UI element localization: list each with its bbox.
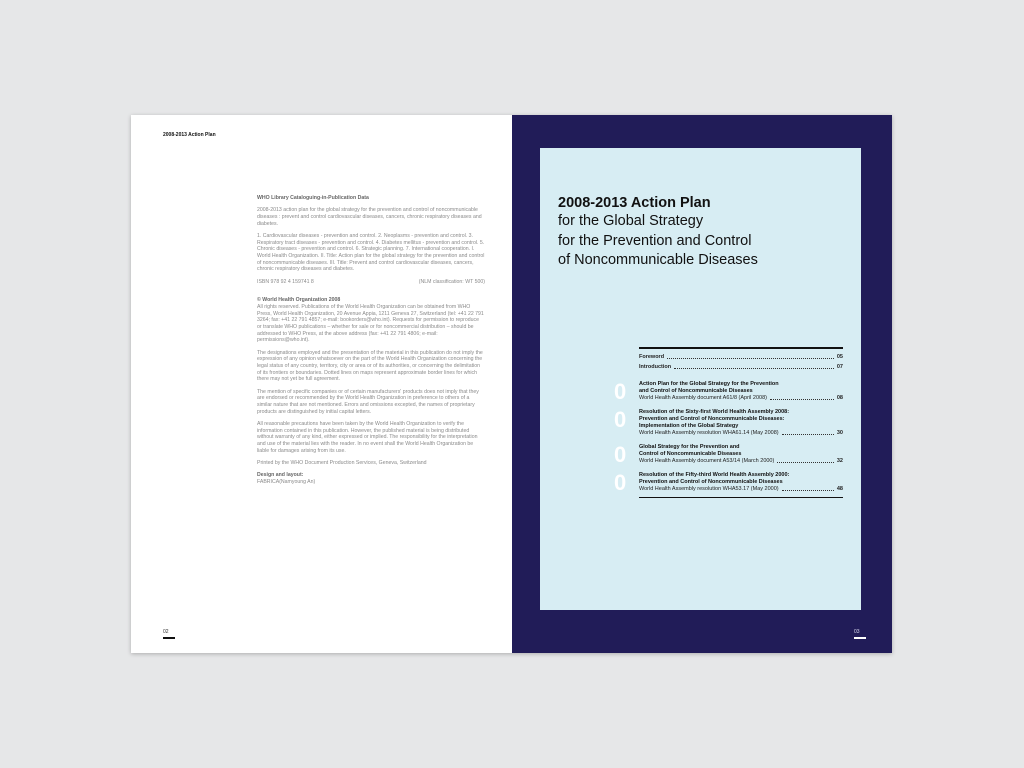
title-line-3: for the Prevention and Control xyxy=(558,232,752,249)
imprint-page-text xyxy=(257,195,485,491)
toc-entry-2[interactable]: 0 Resolution of the Sixty-first World Health Assembly 2008: Prevention and Control of Noncommunicable Diseases: Implementation of the Global Strategy World Health Assembly resolution WHA61.14 (May 2008) 30 xyxy=(614,407,843,436)
isbn-row xyxy=(257,279,485,286)
printed-by: Printed by the WHO Document Production Services, Geneva, Switzerland xyxy=(257,460,427,466)
section-number-marker: 0 xyxy=(614,470,627,495)
toc-foreword[interactable]: Foreword 05 xyxy=(639,354,843,360)
companies-text: The mention of specific companies or of certain manufacturers' products does not imply that they are endorsed or recommended by the World Health Organization in preference to others of a similar nature that are not mentioned. Errors and omissions excepted, the names of proprietary products are distinguished by initial capital letters. xyxy=(257,388,479,415)
isbn: ISBN 978 92 4 159741 8 xyxy=(257,278,314,285)
dot-leader xyxy=(667,358,834,359)
section-number-marker: 0 xyxy=(614,442,627,467)
dot-leader xyxy=(777,462,834,463)
toc-entry-1[interactable]: 0 Action Plan for the Global Strategy for the Prevention and Control of Noncommunicable Diseases World Health Assembly document A61/8 (April 2008) 08 xyxy=(614,379,843,404)
design-title: Design and layout: xyxy=(257,472,304,479)
cip-title: WHO Library Cataloguing-in-Publication Data xyxy=(257,195,369,201)
toc-bottom-rule xyxy=(639,497,843,498)
nlm-classification: (NLM classification: WT 500) xyxy=(418,278,485,285)
section-number-marker: 0 xyxy=(614,407,627,432)
designations-text: The designations employed and the presentation of the material in this publication do not imply the expression of any opinion whatsoever on the part of the World Health Organization concerning the legal status of any country, territory, city or area or of its authorities, or concerning the delimitation of its frontiers or boundaries. Dotted lines on maps represent approximate border lines for which there may not yet be full agreement. xyxy=(257,349,483,383)
running-head: 2008-2013 Action Plan xyxy=(163,132,216,138)
design-credit: FABRICA(Namyoung An) xyxy=(257,478,316,485)
table-of-contents xyxy=(614,347,843,498)
toc-top-rule xyxy=(639,347,843,349)
book-spread xyxy=(131,115,892,653)
left-page xyxy=(131,115,512,653)
toc-introduction[interactable]: Introduction 07 xyxy=(639,364,843,370)
title-line-2: for the Global Strategy xyxy=(558,213,704,229)
copyright-text: All rights reserved. Publications of the World Health Organization can be obtained from WHO Press, World Health Organization, 20 Avenue Appia, 1211 Geneva 27, Switzerland (tel: +41 22 791 3264; fax: +41 22 791 4857; e-mail: bookorders@who.int). Requests for permission to reproduce or translate WHO publications – whether for sale or for noncommercial distribution – should be addressed to WHO Press, at the above address (fax: +41 22 791 4806; e-mail: permissions@who.int). xyxy=(257,303,484,344)
precautions-text: All reasonable precautions have been taken by the World Health Organization to verify the information contained in this publication. However, the published material is being distributed without warranty of any kind, either expressed or implied. The responsibility for the interpretation and use of the material lies with the reader. In no event shall the World Health Organization be liable for damages arising from its use. xyxy=(257,420,478,454)
page-title: 2008-2013 Action Plan xyxy=(558,195,711,211)
title-line-4: of Noncommunicable Diseases xyxy=(558,252,758,268)
page-number-left: 02 xyxy=(163,629,169,635)
dot-leader xyxy=(674,368,834,369)
page-number-right: 03 xyxy=(854,629,860,635)
section-number-marker: 0 xyxy=(614,379,627,404)
title-block xyxy=(558,194,848,271)
right-page xyxy=(512,115,892,653)
dot-leader xyxy=(770,399,834,400)
dot-leader xyxy=(782,434,834,435)
cip-paragraph-2: 1. Cardiovascular diseases - prevention and control. 2. Neoplasms - prevention and control. 3. Respiratory tract diseases - prevention and control. 4. Diabetes mellitus - prevention and control. 5. Chronic diseases - prevention and control. 6. Strategic planning. 7. International cooperation. I. World Health Organization. II. Title: Action plan for the global strategy for the prevention and control of noncommunicable diseases. III. Title: Prevent and control cardiovascular diseases, cancers, chronic respiratory diseases and diabetes. xyxy=(257,232,485,273)
toc-entry-4[interactable]: 0 Resolution of the Fifty-third World Health Assembly 2000: Prevention and Control of Noncommunicable Diseases World Health Assembly resolution WHA53.17 (May 2000) 48 xyxy=(614,470,843,495)
dot-leader xyxy=(782,490,834,491)
copyright-title: © World Health Organization 2008 xyxy=(257,297,341,304)
cip-paragraph-1: 2008-2013 action plan for the global strategy for the prevention and control of noncommunicable diseases : prevent and control cardiovascular diseases, cancers, chronic respiratory diseases and diabetes. xyxy=(257,207,482,227)
cover-panel xyxy=(540,148,861,610)
toc-entry-3[interactable]: 0 Global Strategy for the Prevention and Control of Noncommunicable Diseases World Health Assembly document A53/14 (March 2000) 32 xyxy=(614,442,843,467)
